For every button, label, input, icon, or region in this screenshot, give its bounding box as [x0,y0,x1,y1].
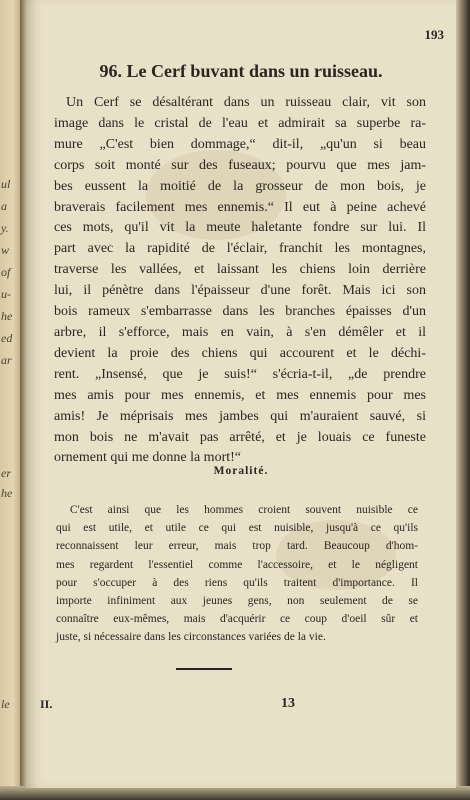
fable-line: braverais facilement mes ennemis.“ Il eut à peine achevé [54,199,426,215]
fable-line: rent. „Insensé, que je suis!“ s'écria-t-il, „de prendre [54,366,426,382]
fable-line: lui, il pénètre dans l'épaisseur d'une forêt. Mais ici son [54,283,426,299]
moral-line: juste, si nécessaire dans les circonstances variées de la vie. [56,631,326,644]
moral-line: connaître eux-mêmes, mais d'acquérir ce coup d'oeil sûr et [56,613,418,626]
previous-page-fragment: w [1,243,10,257]
previous-page-fragment: ed [1,331,13,345]
section-divider [176,668,232,670]
previous-page-fragment: le [1,697,10,711]
previous-page-fragment: ar [1,353,12,367]
fable-line: mes amis pour mes ennemis, et mes ennemis pour mes [54,387,426,403]
fable-line: Un Cerf se désaltérant dans un ruisseau clair, vit son [66,95,426,110]
page-bottom-edge [0,786,470,800]
fable-line: amis! Je méprisais mes jambes qui m'auraient sauvé, si [54,408,426,424]
fable-line: bes eussent la moitié de la grosseur de mon bois, je [54,178,426,194]
fable-title: 96. Le Cerf buvant dans un ruisseau. [99,61,383,81]
moral-line: C'est ainsi que les hommes croient souvent nuisible ce [70,504,418,516]
moral-line: reconnaissent leur erreur, mais trop tard. Beaucoup d'hom- [56,540,418,553]
previous-page-fragment: of [1,265,11,279]
page-right-edge [456,0,470,800]
moral-line: mes regardent l'essentiel comme l'accessoire, et le négligent [56,558,418,571]
previous-page-fragment: he [1,309,13,323]
previous-page-fragment: er [1,466,11,480]
previous-page-edge [0,0,22,800]
fable-text [54,93,426,469]
page-number: 193 [424,27,444,42]
fable-line: arbre, il s'efforce, mais en vain, à s'en démêler et il [54,324,426,340]
moral-heading: Moralité. [213,465,269,477]
previous-page-fragment: he [1,486,13,500]
fable-line: mure „C'est bien dommage,“ dit-il, „qu'un si beau [54,136,426,152]
fable-line: bois rameux s'embarrasse dans les branches épaisses d'un [54,304,426,320]
fable-line: image dans le cristal de l'eau et admirait sa superbe ra- [54,115,426,131]
moral-line: importe infiniment aux jeunes gens, non seulement de se [56,595,418,608]
fable-line: ces mots, qu'il vit la meute haletante fondre sur lui. Il [54,220,426,236]
previous-page-fragment: a [1,199,7,213]
fable-line: part avec la rapidité de l'éclair, franchit les montagnes, [54,241,426,257]
volume-mark: II. [40,697,53,711]
fable-line: corps soit monté sur des fuseaux; pourvu que mes jam- [54,157,426,173]
previous-page-fragment: u- [1,287,11,301]
moral-line: pour s'occuper à des riens qu'ils traitent d'importance. Il [56,576,418,589]
fable-line: ornement qui me donne la mort!“ [54,450,241,466]
moral-line: qui est utile, et utile ce qui est nuisible, jusqu'à ce qu'ils [56,522,418,535]
fable-line: devient la proie des chiens qui accourent et le déchi- [54,345,426,361]
book-page [26,0,456,788]
fable-line: mon bois ne m'avait pas arrêté, et je louais ce funeste [54,429,426,445]
printer-signature: 13 [281,696,295,711]
previous-page-fragment: ul [1,177,11,191]
fable-line: traverse les vallées, et laissant les chiens loin derrière [54,262,426,278]
moral-text [56,501,418,647]
previous-page-fragment: y. [1,221,9,235]
